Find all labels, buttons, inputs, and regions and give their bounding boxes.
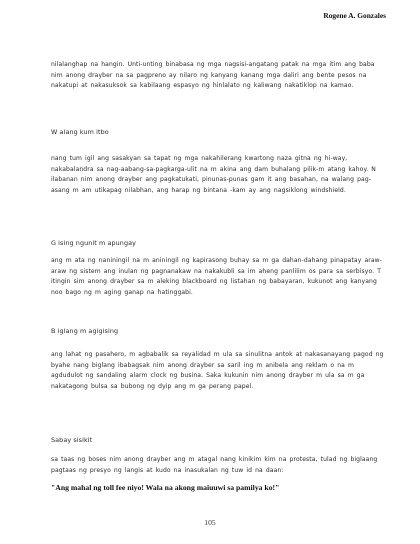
paragraph: ang m ata ng naniningil na m aniningil ng kapirasong buhay sa m ga dahan-dahang pinapatay araw-araw ng sistem ang inulan ng pagnanakaw na nakakubli sa im aheng panlilim os para sa serbisyo. T itingin sim anong drayber sa m aleking blackboard ng listahan ng babayaran, kukunot ang kanyang noo bago ng m aging ganap na hatinggabi.	[51, 257, 382, 296]
page-number: 105	[204, 518, 216, 527]
section-heading: B iglang m agigising	[51, 327, 119, 335]
paragraph: ang lahat ng pasahero, m agbabalik sa reyalidad m ula sa sinulitna antok at nakasanayang pagod ng byahe nang biglang ibabagsak nim anong drayber sa saril ing m anibela ang reklam o na m agdudulot ng sandaling alarm clock ng busina. Saka kukunin nim anong drayber m ula sa m ga nakatagong bulsa sa bubong ng dyip ang m ga perang papel.	[51, 351, 384, 390]
section-heading: Sabay sisikit	[51, 436, 93, 444]
paragraph: nilalanghap na hangin. Unti-unting binabasa ng mga nagsisi-angatang patak na mga itim ang baba nim anong drayber na sa pagpreno ay nilaro ng kanyang kanang mga daliri ang bente pesos na nakatupi at nakasuksok sa kabilaang espasyo ng hinlalato ng kaliwang nakatiklop na kamao.	[51, 61, 375, 90]
paragraph: nang tum igil ang sasakyan sa tapat ng mga nakahilerang kwartong naza gitna ng hi-way, nakabalandra sa nag-aabang-sa-pagkarga-ulit na m akina ang dam buhalang pilik-m atang kahoy. N ilabanan nim anong drayber ang pagkatukati, pinunas-punas gam it ang basahan, na walang pag-asang m am utikapag nilabhan, ang harap ng bintana -kam ay ang nagsiklong windshield.	[51, 155, 376, 194]
author-header: Rogene A. Gonzales	[323, 11, 386, 20]
quote: "Ang mahal ng toll fee niyo! Wala na akong maiuuwi sa pamilya ko!"	[51, 483, 280, 492]
section-heading: G ising ngunit m apungay	[51, 239, 137, 247]
section-heading: W alang kum itbo	[51, 128, 109, 136]
paragraph: sa taas ng boses nim anong drayber ang m atagal nang kinikim kim na protesta, tulad ng biglaang pagtaas ng presyo ng langis at kudo na inasukalan ng tuw id na daan:	[51, 456, 378, 474]
